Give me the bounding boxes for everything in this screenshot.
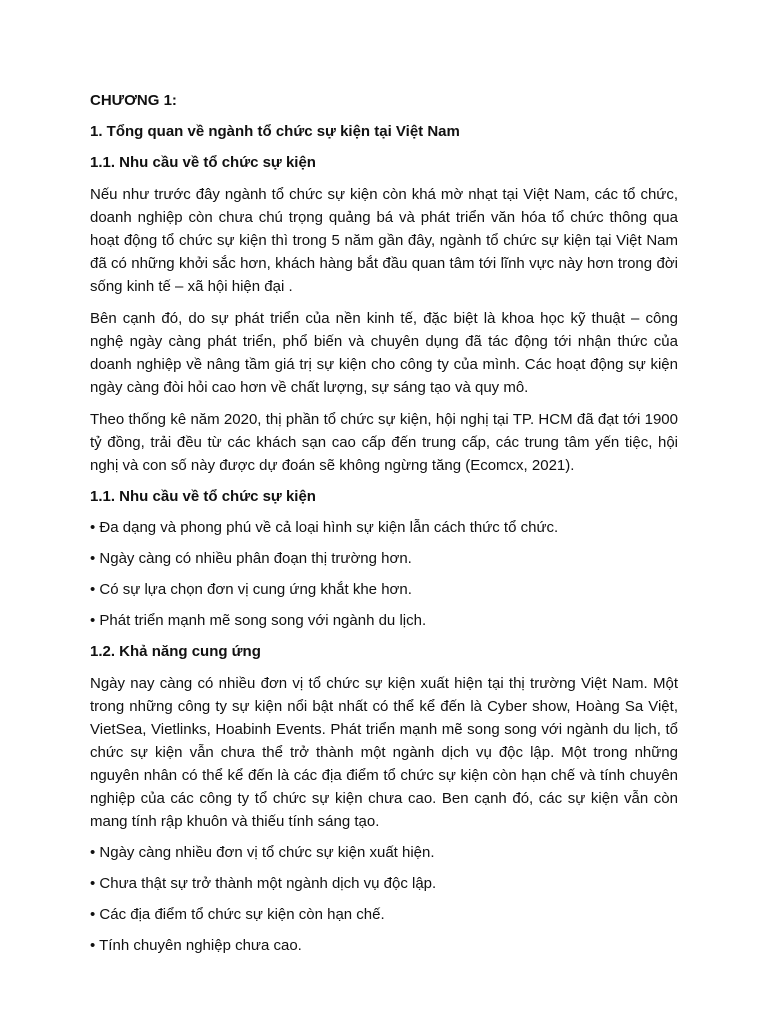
section-1-2-title: 1.2. Khả năng cung ứng (90, 643, 261, 660)
paragraph: Bên cạnh đó, do sự phát triển của nền kinh tế, đặc biệt là khoa học kỹ thuật – công nghệ ngày càng phát triển, phổ biến và chuyên dụng đã tác động tới nhận thức của doanh nghiệp về nâng tầm giá trị sự kiện cho công ty của mình. Các hoạt động sự kiện ngày càng đòi hỏi cao hơn về chất lượng, sự sáng tạo và quy mô. (90, 310, 678, 396)
bullet-item: • Phát triển mạnh mẽ song song với ngành du lịch. (90, 612, 427, 629)
section-1-1-title: 1.1. Nhu cầu về tổ chức sự kiện (90, 154, 316, 171)
chapter-title: CHƯƠNG 1: (90, 92, 177, 109)
bullet-item: • Có sự lựa chọn đơn vị cung ứng khắt khe hơn. (90, 581, 412, 598)
section-1-1-repeat-title: 1.1. Nhu cầu về tổ chức sự kiện (90, 488, 316, 505)
section-1-title: 1. Tổng quan về ngành tổ chức sự kiện tại Việt Nam (90, 123, 460, 140)
bullet-item: • Ngày càng nhiều đơn vị tổ chức sự kiện xuất hiện. (90, 844, 435, 861)
paragraph: Nếu như trước đây ngành tổ chức sự kiện còn khá mờ nhạt tại Việt Nam, các tổ chức, doanh nghiệp còn chưa chú trọng quảng bá và phát triển văn hóa tổ chức thông qua hoạt động tổ chức sự kiện thì trong 5 năm gần đây, ngành tổ chức sự kiện tại Việt Nam đã có những khởi sắc hơn, khách hàng bắt đầu quan tâm tới lĩnh vực này hơn trong đời sống kinh tế – xã hội hiện đại . (90, 186, 678, 295)
bullet-item: • Đa dạng và phong phú về cả loại hình sự kiện lẫn cách thức tổ chức. (90, 519, 559, 536)
bullet-item: • Ngày càng có nhiều phân đoạn thị trường hơn. (90, 550, 412, 567)
paragraph: Ngày nay càng có nhiều đơn vị tổ chức sự kiện xuất hiện tại thị trường Việt Nam. Một trong những công ty sự kiện nổi bật nhất có thể kể đến là Cyber show, Hoàng Sa Việt, VietSea, Vietlinks, Hoabinh Events. Phát triển mạnh mẽ song song với ngành du lịch, tổ chức sự kiện vẫn chưa thể trở thành một ngành dịch vụ độc lập. Một trong những nguyên nhân có thể kể đến là các địa điểm tổ chức sự kiện còn hạn chế và tính chuyên nghiệp của các công ty tổ chức sự kiện chưa cao. Ben cạnh đó, các sự kiện vẫn còn mang tính rập khuôn và thiếu tính sáng tạo. (90, 675, 678, 830)
bullet-item: • Các địa điểm tổ chức sự kiện còn hạn chế. (90, 906, 385, 923)
paragraph: Theo thống kê năm 2020, thị phần tổ chức sự kiện, hội nghị tại TP. HCM đã đạt tới 1900 tỷ đồng, trải đều từ các khách sạn cao cấp đến trung cấp, các trung tâm yến tiệc, hội nghị và con số này được dự đoán sẽ không ngừng tăng (Ecomcx, 2021). (90, 411, 678, 474)
bullet-item: • Tính chuyên nghiệp chưa cao. (90, 937, 302, 954)
bullet-item: • Chưa thật sự trở thành một ngành dịch vụ độc lập. (90, 875, 437, 892)
document-page (90, 90, 678, 966)
